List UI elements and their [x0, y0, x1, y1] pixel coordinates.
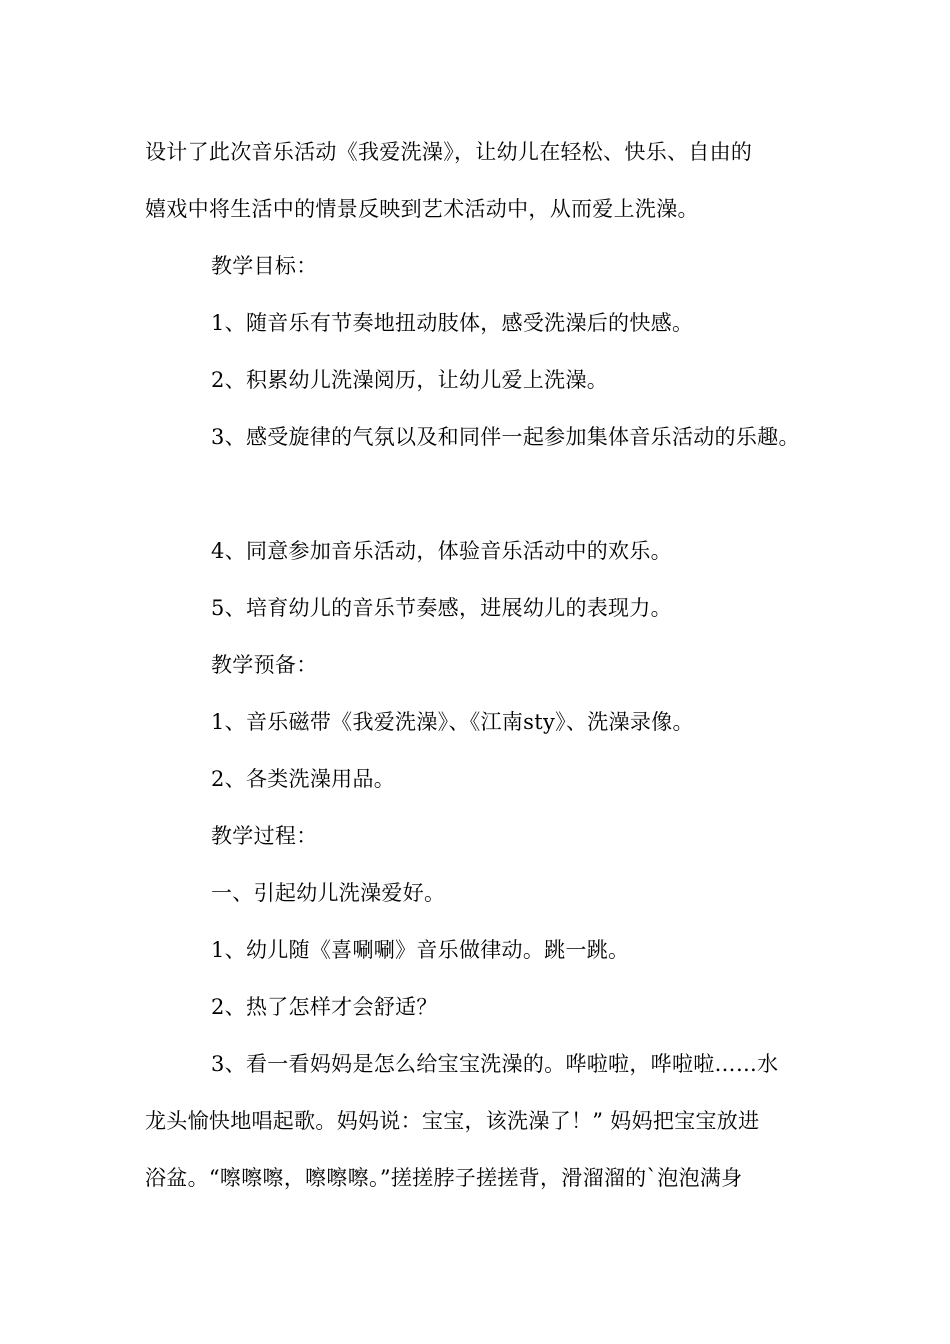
objective-item: 3、感受旋律的气氛以及和同伴一起参加集体音乐活动的乐趣。 [211, 425, 800, 449]
process-step-heading: 一、引起幼儿洗澡爱好。 [211, 881, 446, 905]
paragraph-line: 浴盆。“嚓嚓嚓，嚓嚓嚓。”搓搓脖子搓搓背，滑溜溜的`泡泡满身 [145, 1166, 743, 1190]
process-item: 3、看一看妈妈是怎么给宝宝洗澡的。哗啦啦，哗啦啦……水 [211, 1052, 779, 1076]
process-item: 2、热了怎样才会舒适？ [211, 995, 438, 1019]
section-heading-objectives: 教学目标： [211, 254, 318, 278]
objective-item: 1、随音乐有节奏地扭动肢体，感受洗澡后的快感。 [211, 311, 694, 335]
process-item: 1、幼儿随《喜唰唰》音乐做律动。跳一跳。 [211, 938, 630, 962]
paragraph-line: 设计了此次音乐活动《我爱洗澡》，让幼儿在轻松、快乐、自由的 [145, 140, 753, 164]
paragraph-line: 龙头愉快地唱起歌。妈妈说：宝宝，该洗澡了！” 妈妈把宝宝放进 [145, 1109, 760, 1133]
paragraph-line: 嬉戏中将生活中的情景反映到艺术活动中，从而爱上洗澡。 [145, 197, 699, 221]
objective-item: 5、培育幼儿的音乐节奏感，进展幼儿的表现力。 [211, 596, 672, 620]
objective-item: 4、同意参加音乐活动，体验音乐活动中的欢乐。 [211, 539, 672, 563]
section-heading-preparation: 教学预备： [211, 653, 318, 677]
objective-item: 2、积累幼儿洗澡阅历，让幼儿爱上洗澡。 [211, 368, 609, 392]
section-heading-process: 教学过程： [211, 824, 318, 848]
preparation-item: 1、音乐磁带《我爱洗澡》、《江南sty》、洗澡录像。 [211, 710, 694, 734]
preparation-item: 2、各类洗澡用品。 [211, 767, 396, 791]
